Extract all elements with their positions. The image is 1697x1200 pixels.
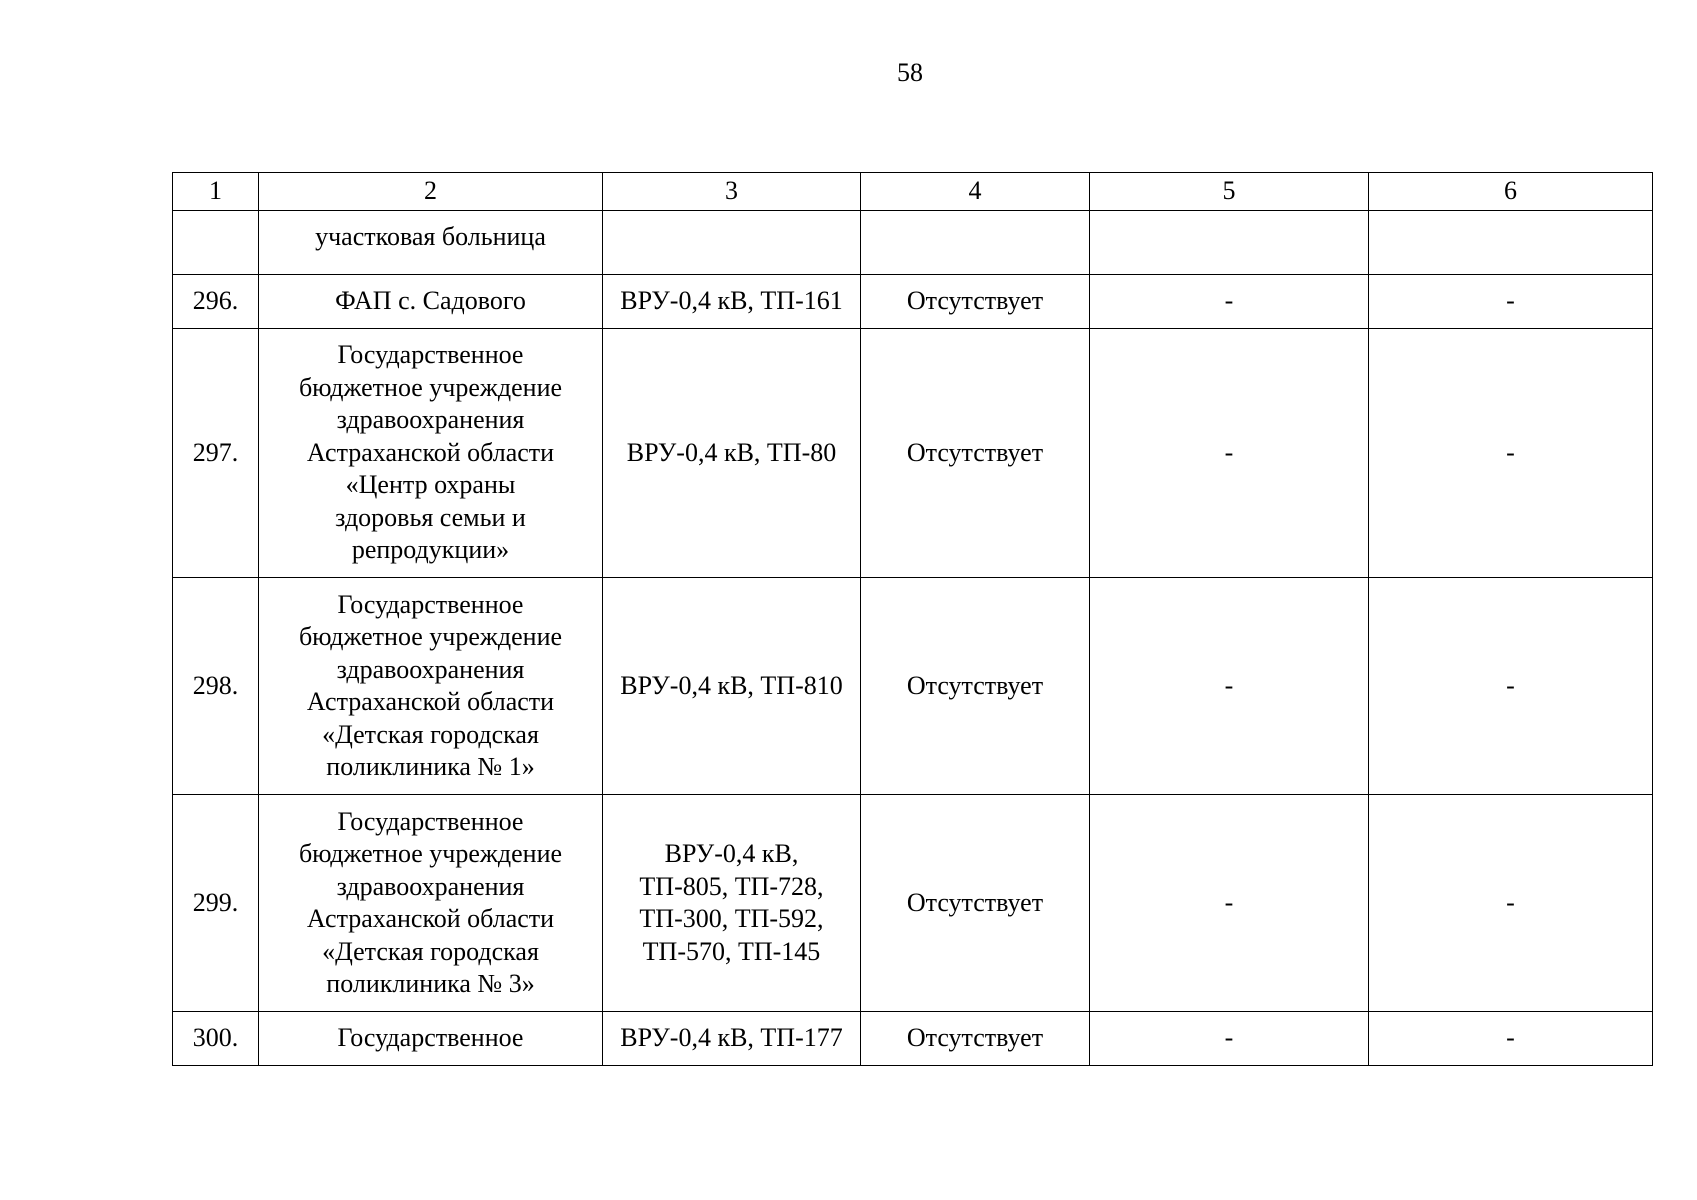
cell-col-6: - — [1369, 329, 1653, 578]
cell-col-5: - — [1090, 578, 1369, 795]
row-number: 297. — [173, 329, 259, 578]
facility-name: Государственное — [259, 1012, 603, 1066]
column-header: 3 — [603, 173, 861, 211]
power-source: ВРУ-0,4 кВ, ТП-805, ТП-728, ТП-300, ТП-592, ТП-570, ТП-145 — [603, 795, 861, 1012]
backup-status: Отсутствует — [861, 329, 1090, 578]
row-number: 296. — [173, 275, 259, 329]
backup-status: Отсутствует — [861, 275, 1090, 329]
facility-name: Государственное бюджетное учреждение здравоохранения Астраханской области «Детская городская поликлиника № 3» — [259, 795, 603, 1012]
column-header: 4 — [861, 173, 1090, 211]
backup-status: Отсутствует — [861, 1012, 1090, 1066]
table-header-row — [173, 173, 1653, 211]
table-row — [173, 1012, 1653, 1066]
row-number: 298. — [173, 578, 259, 795]
cell-col-6: - — [1369, 275, 1653, 329]
facility-name: участковая больница — [259, 211, 603, 275]
power-source: ВРУ-0,4 кВ, ТП-177 — [603, 1012, 861, 1066]
backup-status: Отсутствует — [861, 578, 1090, 795]
cell-col-6: - — [1369, 795, 1653, 1012]
table-row — [173, 329, 1653, 578]
facility-name: Государственное бюджетное учреждение здравоохранения Астраханской области «Центр охраны здоровья семьи и репродукции» — [259, 329, 603, 578]
column-header: 2 — [259, 173, 603, 211]
column-header: 1 — [173, 173, 259, 211]
cell-col-5: - — [1090, 1012, 1369, 1066]
row-number — [173, 211, 259, 275]
column-header: 5 — [1090, 173, 1369, 211]
cell-col-5: - — [1090, 329, 1369, 578]
cell-col-6: - — [1369, 1012, 1653, 1066]
backup-status: Отсутствует — [861, 795, 1090, 1012]
table-row — [173, 795, 1653, 1012]
table-row — [173, 275, 1653, 329]
cell-col-6 — [1369, 211, 1653, 275]
backup-status — [861, 211, 1090, 275]
power-source: ВРУ-0,4 кВ, ТП-161 — [603, 275, 861, 329]
table-row — [173, 211, 1653, 275]
power-source: ВРУ-0,4 кВ, ТП-810 — [603, 578, 861, 795]
facility-name: Государственное бюджетное учреждение здравоохранения Астраханской области «Детская городская поликлиника № 1» — [259, 578, 603, 795]
facility-name: ФАП с. Садового — [259, 275, 603, 329]
power-source: ВРУ-0,4 кВ, ТП-80 — [603, 329, 861, 578]
facilities-table — [172, 172, 1653, 1066]
page-number: 58 — [897, 58, 923, 87]
table-row — [173, 578, 1653, 795]
cell-col-5: - — [1090, 795, 1369, 1012]
column-header: 6 — [1369, 173, 1653, 211]
cell-col-6: - — [1369, 578, 1653, 795]
row-number: 299. — [173, 795, 259, 1012]
cell-col-5 — [1090, 211, 1369, 275]
row-number: 300. — [173, 1012, 259, 1066]
cell-col-5: - — [1090, 275, 1369, 329]
power-source — [603, 211, 861, 275]
